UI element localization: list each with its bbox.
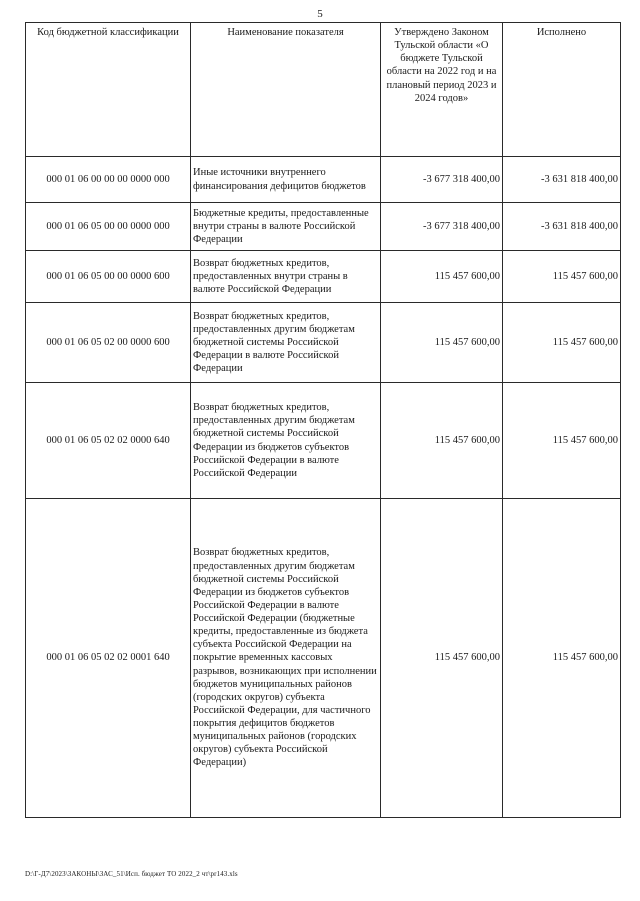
row-executed: 115 457 600,00 [503, 251, 621, 303]
header-code: Код бюджетной классификации [26, 23, 191, 157]
table-header-row [26, 23, 621, 157]
row-name: Бюджетные кредиты, предоставленные внутри страны в валюте Российской Федерации [191, 203, 381, 251]
header-approved: Утверждено Законом Тульской области «О бюджете Тульской области на 2022 год и на плановый период 2023 и 2024 годов» [381, 23, 503, 157]
budget-table [25, 22, 621, 818]
page-number: 5 [317, 8, 323, 20]
row-code: 000 01 06 05 02 02 0000 640 [26, 383, 191, 499]
table-row [26, 499, 621, 818]
row-code: 000 01 06 05 02 00 0000 600 [26, 303, 191, 383]
row-name: Возврат бюджетных кредитов, предоставленных другим бюджетам бюджетной системы Российской Федерации в валюте Российской Федерации [191, 303, 381, 383]
row-executed: 115 457 600,00 [503, 499, 621, 818]
header-executed: Исполнено [503, 23, 621, 157]
header-name: Наименование показателя [191, 23, 381, 157]
row-code: 000 01 06 05 00 00 0000 600 [26, 251, 191, 303]
row-approved: 115 457 600,00 [381, 499, 503, 818]
table-row [26, 203, 621, 251]
row-code: 000 01 06 05 00 00 0000 000 [26, 203, 191, 251]
row-name: Возврат бюджетных кредитов, предоставленных другим бюджетам бюджетной системы Российской Федерации из бюджетов субъектов Российской Федерации в валюте Российской Федерации (бюджетные кредиты, предоставленные из бюджета субъекта Российской Федерации на покрытие временных кассовых разрывов, возникающих при исполнении бюджетов муниципальных районов (городских округов) субъекта Российской Федерации, для частичного покрытия дефицитов бюджетов муниципальных районов (городских округов) субъекта Российской Федерации) [191, 499, 381, 818]
row-approved: -3 677 318 400,00 [381, 203, 503, 251]
row-approved: 115 457 600,00 [381, 251, 503, 303]
row-approved: -3 677 318 400,00 [381, 157, 503, 203]
table-row [26, 157, 621, 203]
row-executed: -3 631 818 400,00 [503, 203, 621, 251]
table-row [26, 251, 621, 303]
table-row [26, 383, 621, 499]
row-approved: 115 457 600,00 [381, 383, 503, 499]
row-executed: -3 631 818 400,00 [503, 157, 621, 203]
row-executed: 115 457 600,00 [503, 383, 621, 499]
table-row [26, 303, 621, 383]
row-code: 000 01 06 05 02 02 0001 640 [26, 499, 191, 818]
row-name: Возврат бюджетных кредитов, предоставленных внутри страны в валюте Российской Федерации [191, 251, 381, 303]
row-code: 000 01 06 00 00 00 0000 000 [26, 157, 191, 203]
row-executed: 115 457 600,00 [503, 303, 621, 383]
row-name: Иные источники внутреннего финансирования дефицитов бюджетов [191, 157, 381, 203]
row-name: Возврат бюджетных кредитов, предоставленных другим бюджетам бюджетной системы Российской Федерации из бюджетов субъектов Российской Федерации в валюте Российской Федерации [191, 383, 381, 499]
row-approved: 115 457 600,00 [381, 303, 503, 383]
file-path-footer: D:\Г-Д7\2023\ЗАКОНЫ\ЗАС_51\Исп. бюджет ТО 2022_2 чт\pr143.xls [25, 870, 238, 878]
